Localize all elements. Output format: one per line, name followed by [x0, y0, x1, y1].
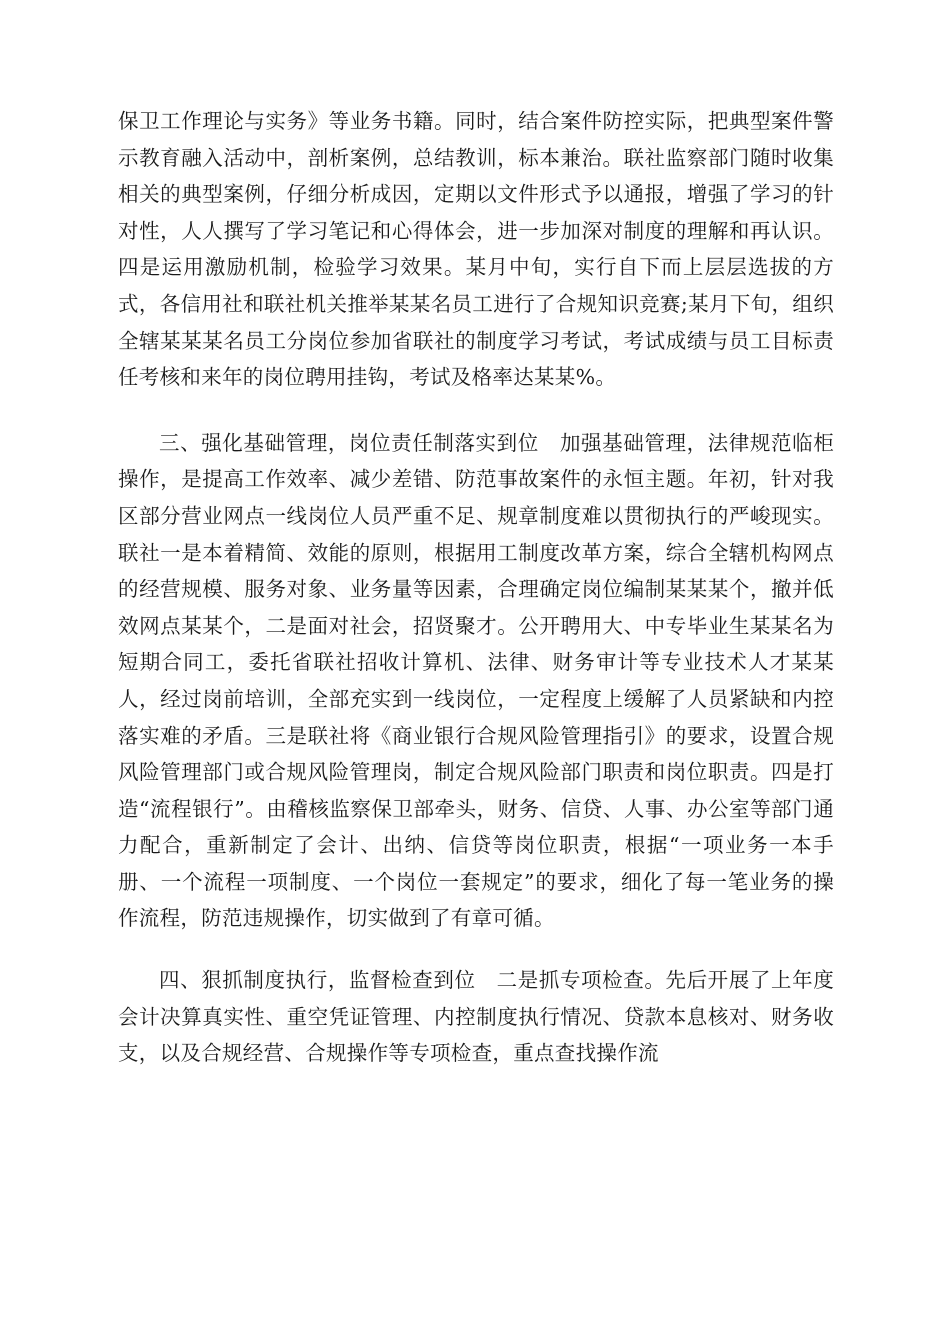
paragraph-1: 保卫工作理论与实务》等业务书籍。同时，结合案件防控实际，把典型案件警示教育融入活动中，剖析案例，总结教训，标本兼治。联社监察部门随时收集相关的典型案例，仔细分析成因，定期以文件形式予以通报，增强了学习的针对性，人人撰写了学习笔记和心得体会，进一步加深对制度的理解和再认识。四是运用激励机制，检验学习效果。某月中旬，实行自下而上层层选拔的方式，各信用社和联社机关推举某某名员工进行了合规知识竞赛;某月下旬，组织全辖某某某名员工分岗位参加省联社的制度学习考试，考试成绩与员工目标责任考核和来年的岗位聘用挂钩，考试及格率达某某%。: [118, 109, 834, 390]
paragraph-spacer: [118, 396, 834, 425]
document-body: [118, 103, 834, 1072]
paragraph-3: 四、狠抓制度执行，监督检查到位 二是抓专项检查。先后开展了上年度会计决算真实性、重空凭证管理、内控制度执行情况、贷款本息核对、财务收支，以及合规经营、合规操作等专项检查，重点查找操作流: [118, 968, 834, 1066]
paragraph-spacer: [118, 937, 834, 962]
paragraph-2: 三、强化基础管理，岗位责任制落实到位 加强基础管理，法律规范临柜操作，是提高工作效率、减少差错、防范事故案件的永恒主题。年初，针对我区部分营业网点一线岗位人员严重不足、规章制度难以贯彻执行的严峻现实。联社一是本着精简、效能的原则，根据用工制度改革方案，综合全辖机构网点的经营规模、服务对象、业务量等因素，合理确定岗位编制某某某个，撤并低效网点某某个，二是面对社会，招贤聚才。公开聘用大、中专毕业生某某名为短期合同工，委托省联社招收计算机、法律、财务审计等专业技术人才某某人，经过岗前培训，全部充实到一线岗位，一定程度上缓解了人员紧缺和内控落实难的矛盾。三是联社将《商业银行合规风险管理指引》的要求，设置合规风险管理部门或合规风险管理岗，制定合规风险部门职责和岗位职责。四是打造“流程银行”。由稽核监察保卫部牵头，财务、信贷、人事、办公室等部门通力配合，重新制定了会计、出纳、信贷等岗位职责，根据“一项业务一本手册、一个流程一项制度、一个岗位一套规定”的要求，细化了每一笔业务的操作流程，防范违规操作，切实做到了有章可循。: [118, 430, 834, 931]
